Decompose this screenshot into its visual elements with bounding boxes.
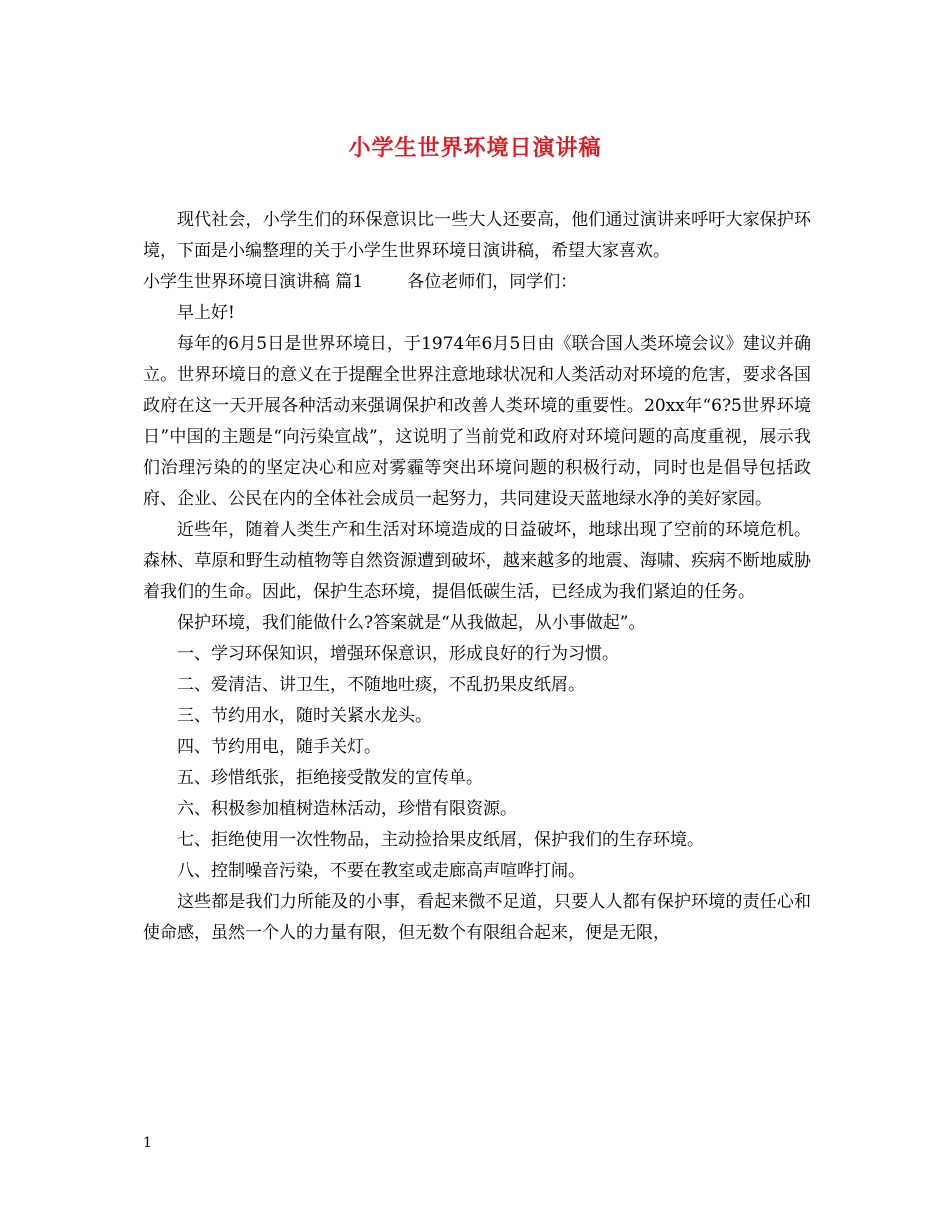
section-label: 小学生世界环境日演讲稿 篇1 — [143, 272, 364, 292]
body-paragraph: 每年的6月5日是世界环境日，于1974年6月5日由《联合国人类环境会议》建议并确立。世界环境日的意义在于提醒全世界注意地球状况和人类活动对环境的危害，要求各国政府在这一天开展各种活动来强调保护和改善人类环境的重要性。20xx年“6?5世界环境日”中国的主题是“向污染宣战”，这说明了当前党和政府对环境问题的高度重视，展示我们治理污染的的坚定决心和应对雾霾等突出环境问题的积极行动，同时也是倡导包括政府、企业、公民在内的全体社会成员一起努力，共同建设天蓝地绿水净的美好家园。 — [143, 334, 811, 509]
intro-paragraph: 现代社会，小学生们的环保意识比一些大人还要高，他们通过演讲来呼吁大家保护环境，下面是小编整理的关于小学生世界环境日演讲稿，希望大家喜欢。 — [143, 210, 811, 261]
body-paragraph: 近些年，随着人类生产和生活对环境造成的日益破坏，地球出现了空前的环境危机。森林、草原和野生动植物等自然资源遭到破坏，越来越多的地震、海啸、疾病不断地威胁着我们的生命。因此，保护生态环境，提倡低碳生活，已经成为我们紧迫的任务。 — [143, 520, 811, 602]
closing-paragraph: 这些都是我们力所能及的小事，看起来微不足道，只要人人都有保护环境的责任心和使命感，虽然一个人的力量有限，但无数个有限组合起来，便是无限， — [143, 892, 811, 943]
list-item: 二、爱清洁、讲卫生，不随地吐痰，不乱扔果皮纸屑。 — [177, 675, 585, 695]
list-item: 六、积极参加植树造林活动，珍惜有限资源。 — [177, 799, 517, 819]
document-body — [143, 205, 811, 949]
list-item: 七、拒绝使用一次性物品，主动捡拾果皮纸屑，保护我们的生存环境。 — [177, 830, 704, 850]
greeting: 早上好! — [177, 303, 235, 323]
list-item: 三、节约用水，随时关紧水龙头。 — [177, 706, 432, 726]
list-item: 一、学习环保知识，增强环保意识，形成良好的行为习惯。 — [177, 644, 619, 664]
section-heading-line — [143, 267, 811, 298]
page-number: 1 — [143, 1135, 152, 1151]
list-item: 八、控制噪音污染，不要在教室或走廊高声喧哗打闹。 — [177, 861, 585, 881]
list-item: 四、节约用电，随手关灯。 — [177, 737, 381, 757]
salutation: 各位老师们，同学们： — [407, 272, 578, 292]
list-item: 五、珍惜纸张，拒绝接受散发的宣传单。 — [177, 768, 483, 788]
body-paragraph: 保护环境，我们能做什么?答案就是“从我做起，从小事做起”。 — [177, 613, 646, 633]
document-title: 小学生世界环境日演讲稿 — [348, 135, 602, 161]
